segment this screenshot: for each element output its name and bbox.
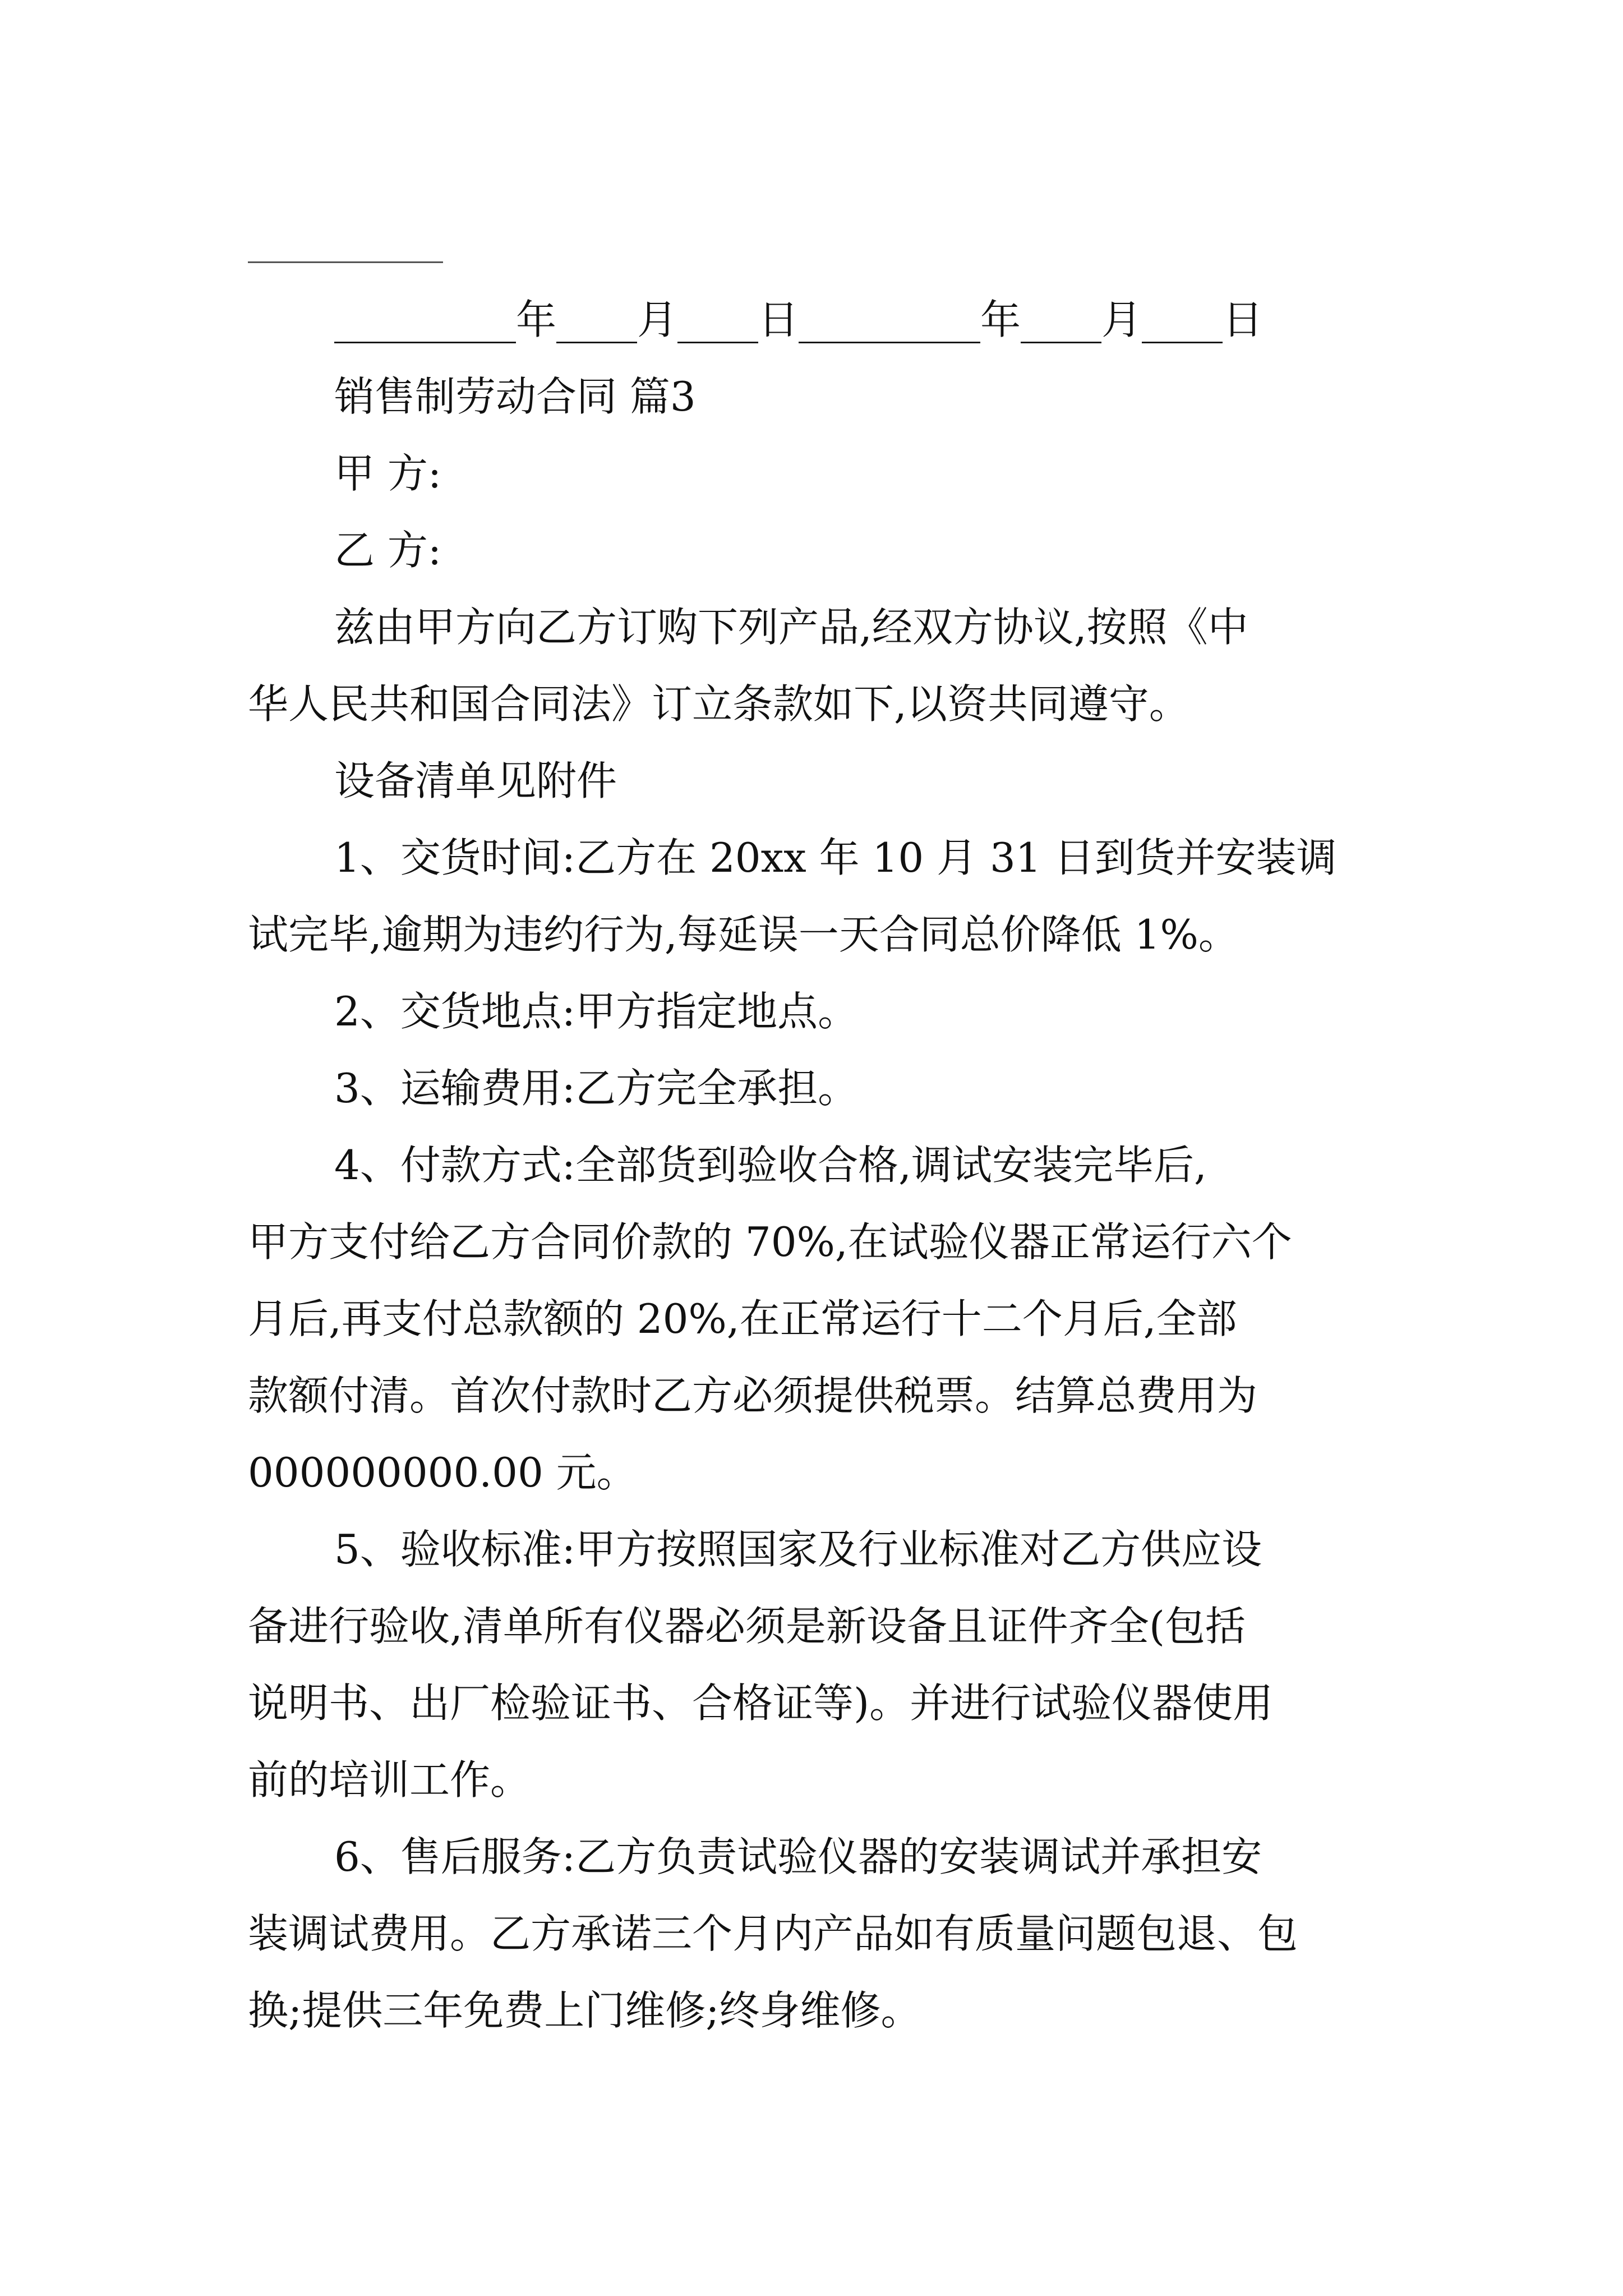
intro-line: 兹由甲方向乙方订购下列产品,经双方协议,按照《中 bbox=[334, 604, 1248, 651]
clause-4-line: 款额付清。首次付款时乙方必须提供税票。结算总费用为 bbox=[248, 1372, 1258, 1419]
clause-1-line: 试完毕,逾期为违约行为,每延误一天合同总价降低 1%。 bbox=[248, 911, 1239, 958]
clause-2: 2、交货地点:甲方指定地点。 bbox=[334, 988, 859, 1035]
clause-4-line: 000000000.00 元。 bbox=[248, 1449, 637, 1496]
intro-line: 华人民共和国合同法》订立条款如下,以资共同遵守。 bbox=[248, 680, 1189, 728]
equipment-note: 设备清单见附件 bbox=[334, 757, 617, 804]
clause-5-line: 备进行验收,清单所有仪器必须是新设备且证件齐全(包括 bbox=[248, 1603, 1246, 1650]
clause-5-line: 说明书、出厂检验证书、合格证等)。并进行试验仪器使用 bbox=[248, 1680, 1274, 1727]
clause-4-line: 甲方支付给乙方合同价款的 70%,在试验仪器正常运行六个 bbox=[248, 1218, 1292, 1266]
clause-6-line: 装调试费用。乙方承诺三个月内产品如有质量问题包退、包 bbox=[248, 1910, 1298, 1957]
clause-4-line: 4、付款方式:全部货到验收合格,调试安装完毕后, bbox=[334, 1142, 1207, 1189]
top-rule bbox=[248, 261, 443, 263]
party-b-label: 乙 方: bbox=[334, 527, 442, 574]
clause-6-line: 6、售后服务:乙方负责试验仪器的安装调试并承担安 bbox=[334, 1833, 1262, 1880]
clause-1-line: 1、交货时间:乙方在 20xx 年 10 月 31 日到货并安装调 bbox=[334, 834, 1337, 881]
clause-5-line: 5、验收标准:甲方按照国家及行业标准对乙方供应设 bbox=[334, 1526, 1262, 1573]
clause-3: 3、运输费用:乙方完全承担。 bbox=[334, 1065, 859, 1112]
date-line: _________年____月____日_________年____月____日 bbox=[334, 296, 1263, 343]
party-a-label: 甲 方: bbox=[334, 450, 442, 497]
clause-6-line: 换;提供三年免费上门维修;终身维修。 bbox=[248, 1987, 921, 2034]
section-title: 销售制劳动合同 篇3 bbox=[334, 373, 696, 420]
clause-4-line: 月后,再支付总款额的 20%,在正常运行十二个月后,全部 bbox=[248, 1295, 1237, 1342]
clause-5-line: 前的培训工作。 bbox=[248, 1756, 531, 1803]
